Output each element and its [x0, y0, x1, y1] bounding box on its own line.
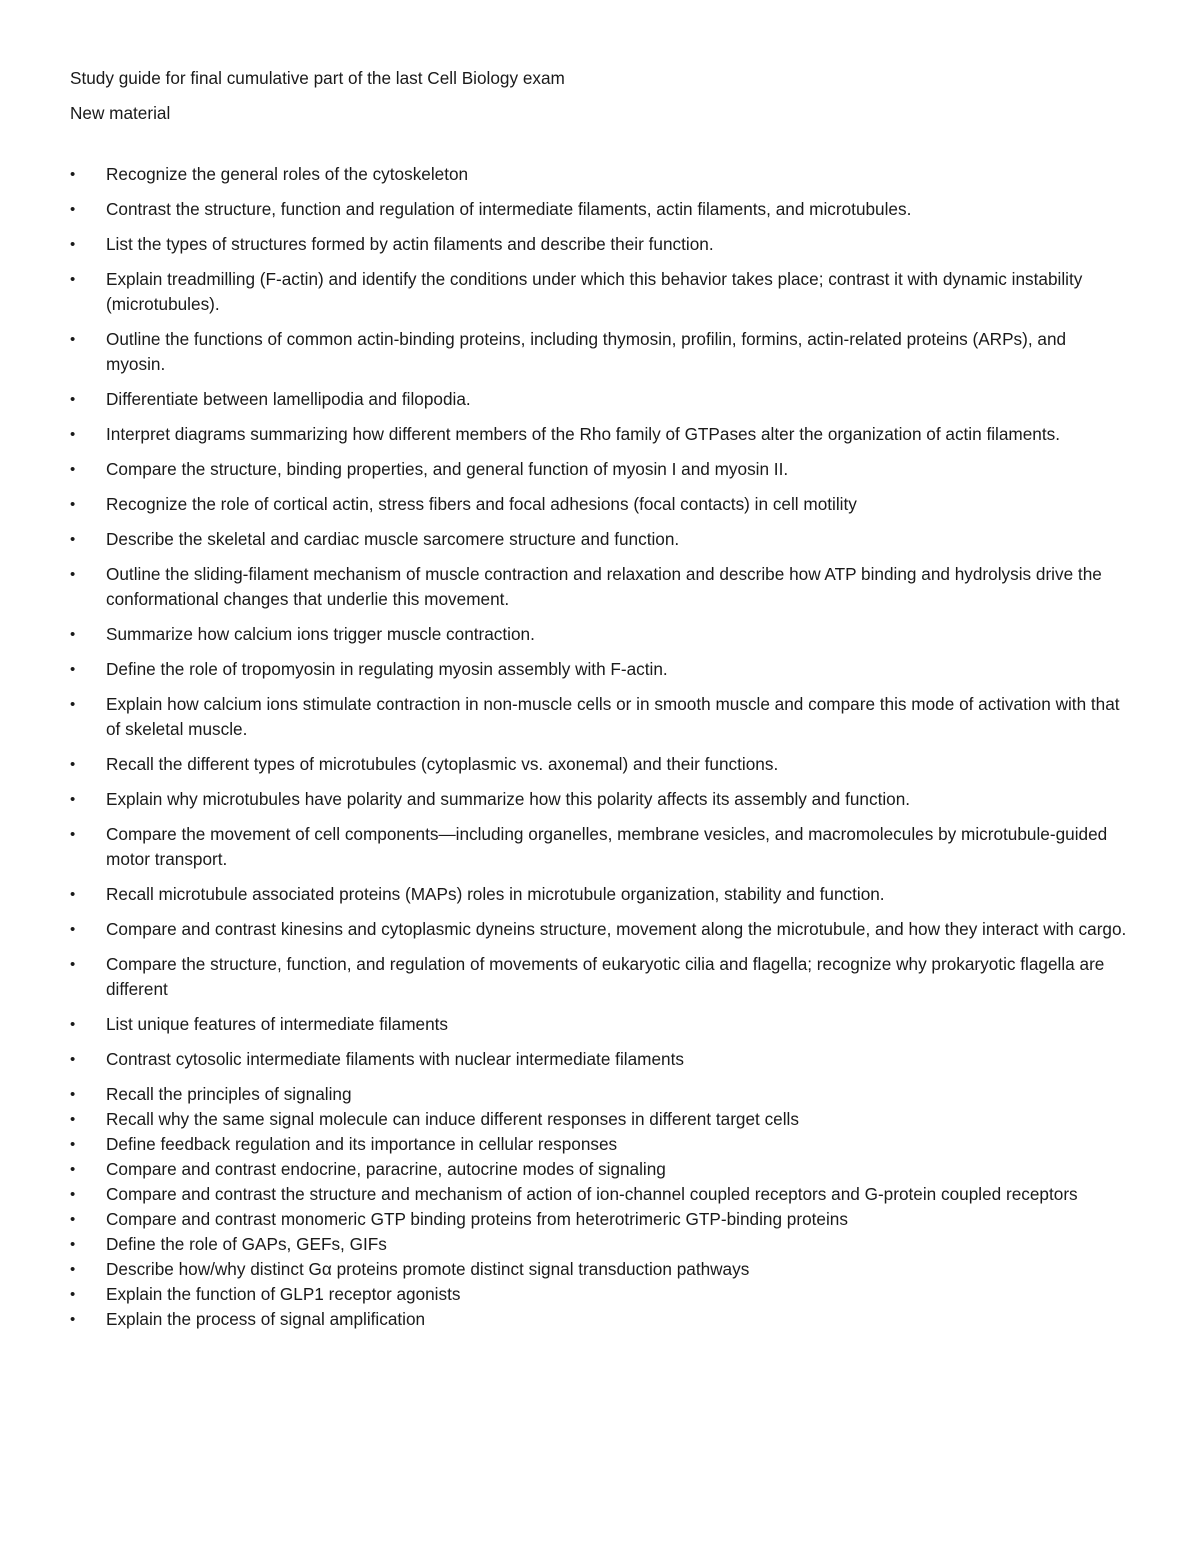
bullet-icon: • — [70, 826, 76, 843]
bullet-icon: • — [70, 1086, 76, 1103]
list-item-text: Explain how calcium ions stimulate contraction in non-muscle cells or in smooth muscle and compare this mode of activation with that of skeletal muscle. — [106, 694, 1120, 739]
list-item-text: Define feedback regulation and its importance in cellular responses — [106, 1134, 618, 1154]
list-item-text: Recall the principles of signaling — [106, 1084, 352, 1104]
list-item — [70, 457, 1130, 482]
bullet-icon: • — [70, 1051, 76, 1068]
list-item — [70, 197, 1130, 222]
list-item-text: Summarize how calcium ions trigger muscle contraction. — [106, 624, 535, 644]
list-item-text: Recall the different types of microtubules (cytoplasmic vs. axonemal) and their functions. — [106, 754, 779, 774]
bullet-icon: • — [70, 271, 76, 288]
list-item — [70, 327, 1130, 377]
list-item-text: List the types of structures formed by actin filaments and describe their function. — [106, 234, 714, 254]
list-item — [70, 1132, 1130, 1157]
list-item-text: Compare and contrast kinesins and cytoplasmic dyneins structure, movement along the microtubule, and how they interact with cargo. — [106, 919, 1127, 939]
list-item — [70, 232, 1130, 257]
bullet-icon: • — [70, 1211, 76, 1228]
list-item — [70, 1282, 1130, 1307]
list-item — [70, 492, 1130, 517]
bullet-icon: • — [70, 1186, 76, 1203]
bullet-icon: • — [70, 331, 76, 348]
bullet-icon: • — [70, 756, 76, 773]
list-item — [70, 1232, 1130, 1257]
list-item-text: List unique features of intermediate filaments — [106, 1014, 449, 1034]
bullet-icon: • — [70, 661, 76, 678]
bullet-icon: • — [70, 426, 76, 443]
objectives-list — [70, 162, 1130, 1332]
list-item-text: Explain treadmilling (F-actin) and identify the conditions under which this behavior takes place; contrast it with dynamic instability (microtubules). — [106, 269, 1083, 314]
list-item-text: Explain the process of signal amplification — [106, 1309, 426, 1329]
bullet-icon: • — [70, 531, 76, 548]
list-item — [70, 1207, 1130, 1232]
bullet-icon: • — [70, 956, 76, 973]
list-item-text: Compare and contrast monomeric GTP binding proteins from heterotrimeric GTP-binding proteins — [106, 1209, 848, 1229]
list-item — [70, 1082, 1130, 1107]
list-item — [70, 752, 1130, 777]
list-item-text: Compare and contrast endocrine, paracrine, autocrine modes of signaling — [106, 1159, 666, 1179]
bullet-icon: • — [70, 791, 76, 808]
list-item-text: Explain why microtubules have polarity and summarize how this polarity affects its assembly and function. — [106, 789, 911, 809]
bullet-icon: • — [70, 1161, 76, 1178]
bullet-icon: • — [70, 391, 76, 408]
bullet-icon: • — [70, 1111, 76, 1128]
list-item-text: Recognize the role of cortical actin, stress fibers and focal adhesions (focal contacts) in cell motility — [106, 494, 857, 514]
list-item — [70, 1107, 1130, 1132]
bullet-icon: • — [70, 461, 76, 478]
list-item — [70, 162, 1130, 187]
bullet-icon: • — [70, 566, 76, 583]
list-item — [70, 1157, 1130, 1182]
list-item-text: Contrast the structure, function and regulation of intermediate filaments, actin filaments, and microtubules. — [106, 199, 912, 219]
list-item — [70, 622, 1130, 647]
list-item — [70, 657, 1130, 682]
bullet-icon: • — [70, 201, 76, 218]
bullet-icon: • — [70, 921, 76, 938]
list-item-text: Contrast cytosolic intermediate filaments with nuclear intermediate filaments — [106, 1049, 684, 1069]
bullet-icon: • — [70, 1016, 76, 1033]
list-item — [70, 1047, 1130, 1072]
list-item — [70, 527, 1130, 552]
list-item — [70, 1257, 1130, 1282]
bullet-icon: • — [70, 1261, 76, 1278]
bullet-icon: • — [70, 696, 76, 713]
bullet-icon: • — [70, 236, 76, 253]
list-item — [70, 422, 1130, 447]
list-item-text: Recall microtubule associated proteins (MAPs) roles in microtubule organization, stability and function. — [106, 884, 885, 904]
list-item — [70, 952, 1130, 1002]
list-item-text: Define the role of tropomyosin in regulating myosin assembly with F-actin. — [106, 659, 668, 679]
bullet-icon: • — [70, 1286, 76, 1303]
bullet-icon: • — [70, 1311, 76, 1328]
list-item — [70, 917, 1130, 942]
list-item-text: Explain the function of GLP1 receptor agonists — [106, 1284, 461, 1304]
list-item-text: Compare the structure, function, and regulation of movements of eukaryotic cilia and flagella; recognize why prokaryotic flagella are different — [106, 954, 1105, 999]
section-heading: New material — [70, 103, 171, 123]
list-item-text: Interpret diagrams summarizing how different members of the Rho family of GTPases alter the organization of actin filaments. — [106, 424, 1061, 444]
document-title: Study guide for final cumulative part of the last Cell Biology exam — [70, 68, 565, 88]
list-item-text: Define the role of GAPs, GEFs, GIFs — [106, 1234, 387, 1254]
list-item — [70, 267, 1130, 317]
list-item — [70, 1012, 1130, 1037]
list-item — [70, 387, 1130, 412]
list-item — [70, 822, 1130, 872]
list-item-text: Compare the movement of cell components—including organelles, membrane vesicles, and macromolecules by microtubule-guided motor transport. — [106, 824, 1108, 869]
list-item-text: Describe how/why distinct Gα proteins promote distinct signal transduction pathways — [106, 1259, 750, 1279]
list-item-text: Recognize the general roles of the cytoskeleton — [106, 164, 469, 184]
bullet-icon: • — [70, 1136, 76, 1153]
list-item — [70, 787, 1130, 812]
list-item-text: Describe the skeletal and cardiac muscle sarcomere structure and function. — [106, 529, 680, 549]
bullet-icon: • — [70, 496, 76, 513]
list-item — [70, 1182, 1130, 1207]
list-item — [70, 692, 1130, 742]
list-item — [70, 1307, 1130, 1332]
list-item-text: Compare and contrast the structure and mechanism of action of ion-channel coupled receptors and G-protein coupled receptors — [106, 1184, 1078, 1204]
list-item — [70, 562, 1130, 612]
bullet-icon: • — [70, 1236, 76, 1253]
list-item-text: Outline the sliding-filament mechanism of muscle contraction and relaxation and describe how ATP binding and hydrolysis drive the conformational changes that underlie this movement. — [106, 564, 1102, 609]
list-item-text: Differentiate between lamellipodia and filopodia. — [106, 389, 471, 409]
list-item-text: Outline the functions of common actin-binding proteins, including thymosin, profilin, formins, actin-related proteins (ARPs), and myosin. — [106, 329, 1067, 374]
bullet-icon: • — [70, 626, 76, 643]
list-item-text: Compare the structure, binding properties, and general function of myosin I and myosin II. — [106, 459, 789, 479]
list-item — [70, 882, 1130, 907]
bullet-icon: • — [70, 166, 76, 183]
list-item-text: Recall why the same signal molecule can induce different responses in different target cells — [106, 1109, 799, 1129]
bullet-icon: • — [70, 886, 76, 903]
